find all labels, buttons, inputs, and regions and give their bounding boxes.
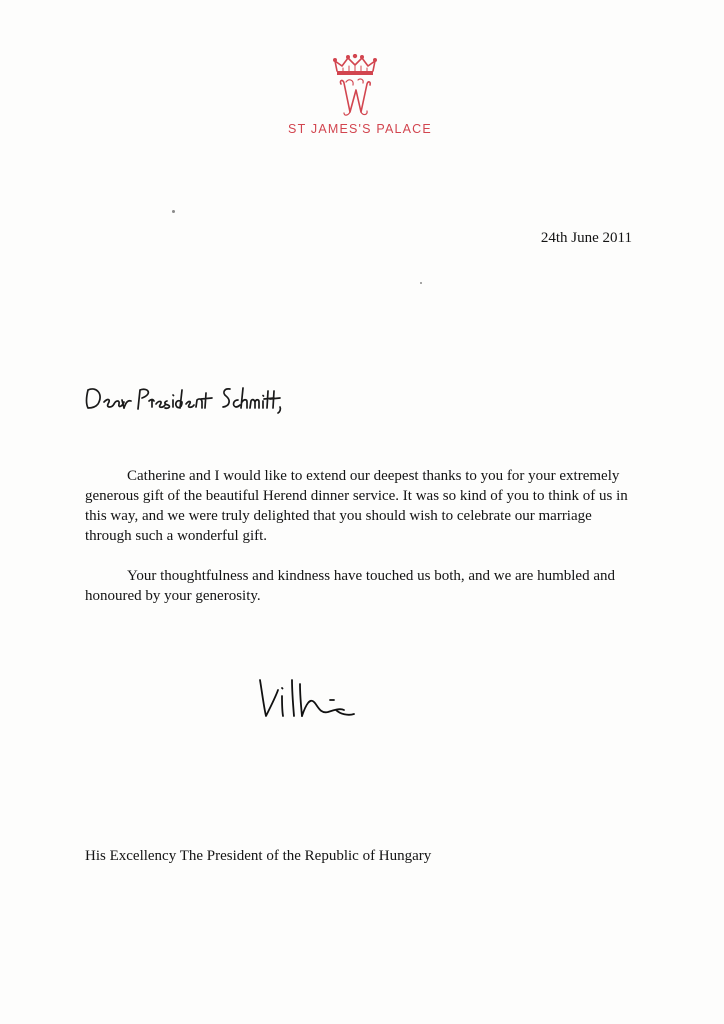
signature	[252, 674, 362, 722]
scan-speck	[420, 282, 422, 284]
scan-speck	[172, 210, 175, 213]
handwritten-salutation	[84, 380, 284, 416]
paragraph-1: Catherine and I would like to extend our deepest thanks to you for your extremely generous gift of the beautiful Herend dinner service. It was so kind of you to think of us in this way, and we were truly delighted that you should wish to celebrate our marriage through such a wonderful gift.	[85, 468, 628, 544]
addressee: His Excellency The President of the Republic of Hungary	[85, 848, 432, 864]
letter-body	[85, 466, 633, 626]
letter-date: 24th June 2011	[540, 230, 632, 246]
letterhead-title: ST JAMES'S PALACE	[288, 122, 432, 136]
crown-monogram-icon	[327, 54, 383, 120]
paragraph-2: Your thoughtfulness and kindness have touched us both, and we are humbled and honoured by your generosity.	[85, 568, 615, 604]
